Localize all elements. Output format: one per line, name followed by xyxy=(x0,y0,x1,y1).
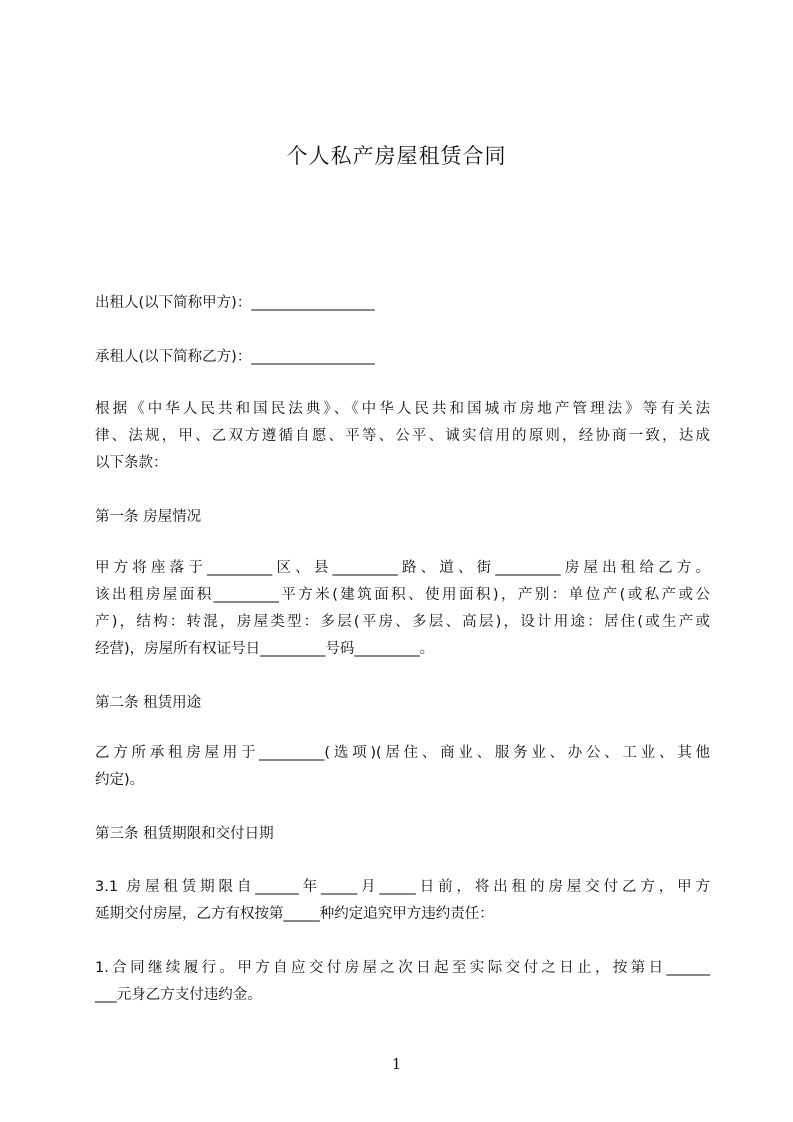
lessee-line: 承租人(以下简称乙方)：_________________ xyxy=(95,349,375,365)
preamble-line: 以下条款： xyxy=(95,455,168,471)
article2-line: 乙方所承租房屋用于_________(选项)(居住、商业、服务业、办公、工业、其他 xyxy=(95,745,710,761)
article2-heading: 第二条 租赁用途 xyxy=(95,695,202,711)
lessor-line: 出租人(以下简称甲方)：_________________ xyxy=(95,295,375,311)
article1-heading: 第一条 房屋情况 xyxy=(95,509,202,525)
clause-3-1-paragraph xyxy=(95,874,710,928)
document-title: 个人私产房屋租赁合同 xyxy=(286,144,507,168)
item-1-line: 1.合同继续履行。甲方自应交付房屋之次日起至实际交付之日止，按第日______ xyxy=(95,960,710,976)
clause-3-1-line: 3.1 房屋租赁期限自______年_____月_____日前，将出租的房屋交付乙方，甲方 xyxy=(95,879,710,895)
item-1-line: ___元身乙方支付违约金。 xyxy=(95,987,262,1003)
preamble-line: 律、法规，甲、乙双方遵循自愿、平等、公平、诚实信用的原则，经协商一致，达成 xyxy=(95,428,710,444)
article1-line: 该出租房屋面积_________平方米(建筑面积、使用面积)，产别：单位产(或私产或公 xyxy=(95,587,710,603)
article2-paragraph xyxy=(95,740,710,794)
item-1-paragraph xyxy=(95,955,710,1009)
clause-3-1-line: 延期交付房屋，乙方有权按第_____种约定追究甲方违约责任： xyxy=(95,906,494,922)
article1-paragraph xyxy=(95,555,710,663)
article3-heading: 第三条 租赁期限和交付日期 xyxy=(95,826,274,842)
preamble-line: 根据《中华人民共和国民法典》、《中华人民共和国城市房地产管理法》等有关法 xyxy=(95,401,710,417)
article1-line: 甲方将座落于_________区、县_________路、道、街_________房屋出租给乙方。 xyxy=(95,560,710,576)
article1-line: 产)，结构：转混，房屋类型：多层(平房、多层、高层)，设计用途：居住(或生产或 xyxy=(95,614,710,630)
article2-line: 约定)。 xyxy=(95,772,145,788)
article1-line: 经营)，房屋所有权证号日_________号码_________。 xyxy=(95,641,435,657)
preamble-paragraph xyxy=(95,396,710,477)
page-number: 1 xyxy=(391,1055,402,1073)
